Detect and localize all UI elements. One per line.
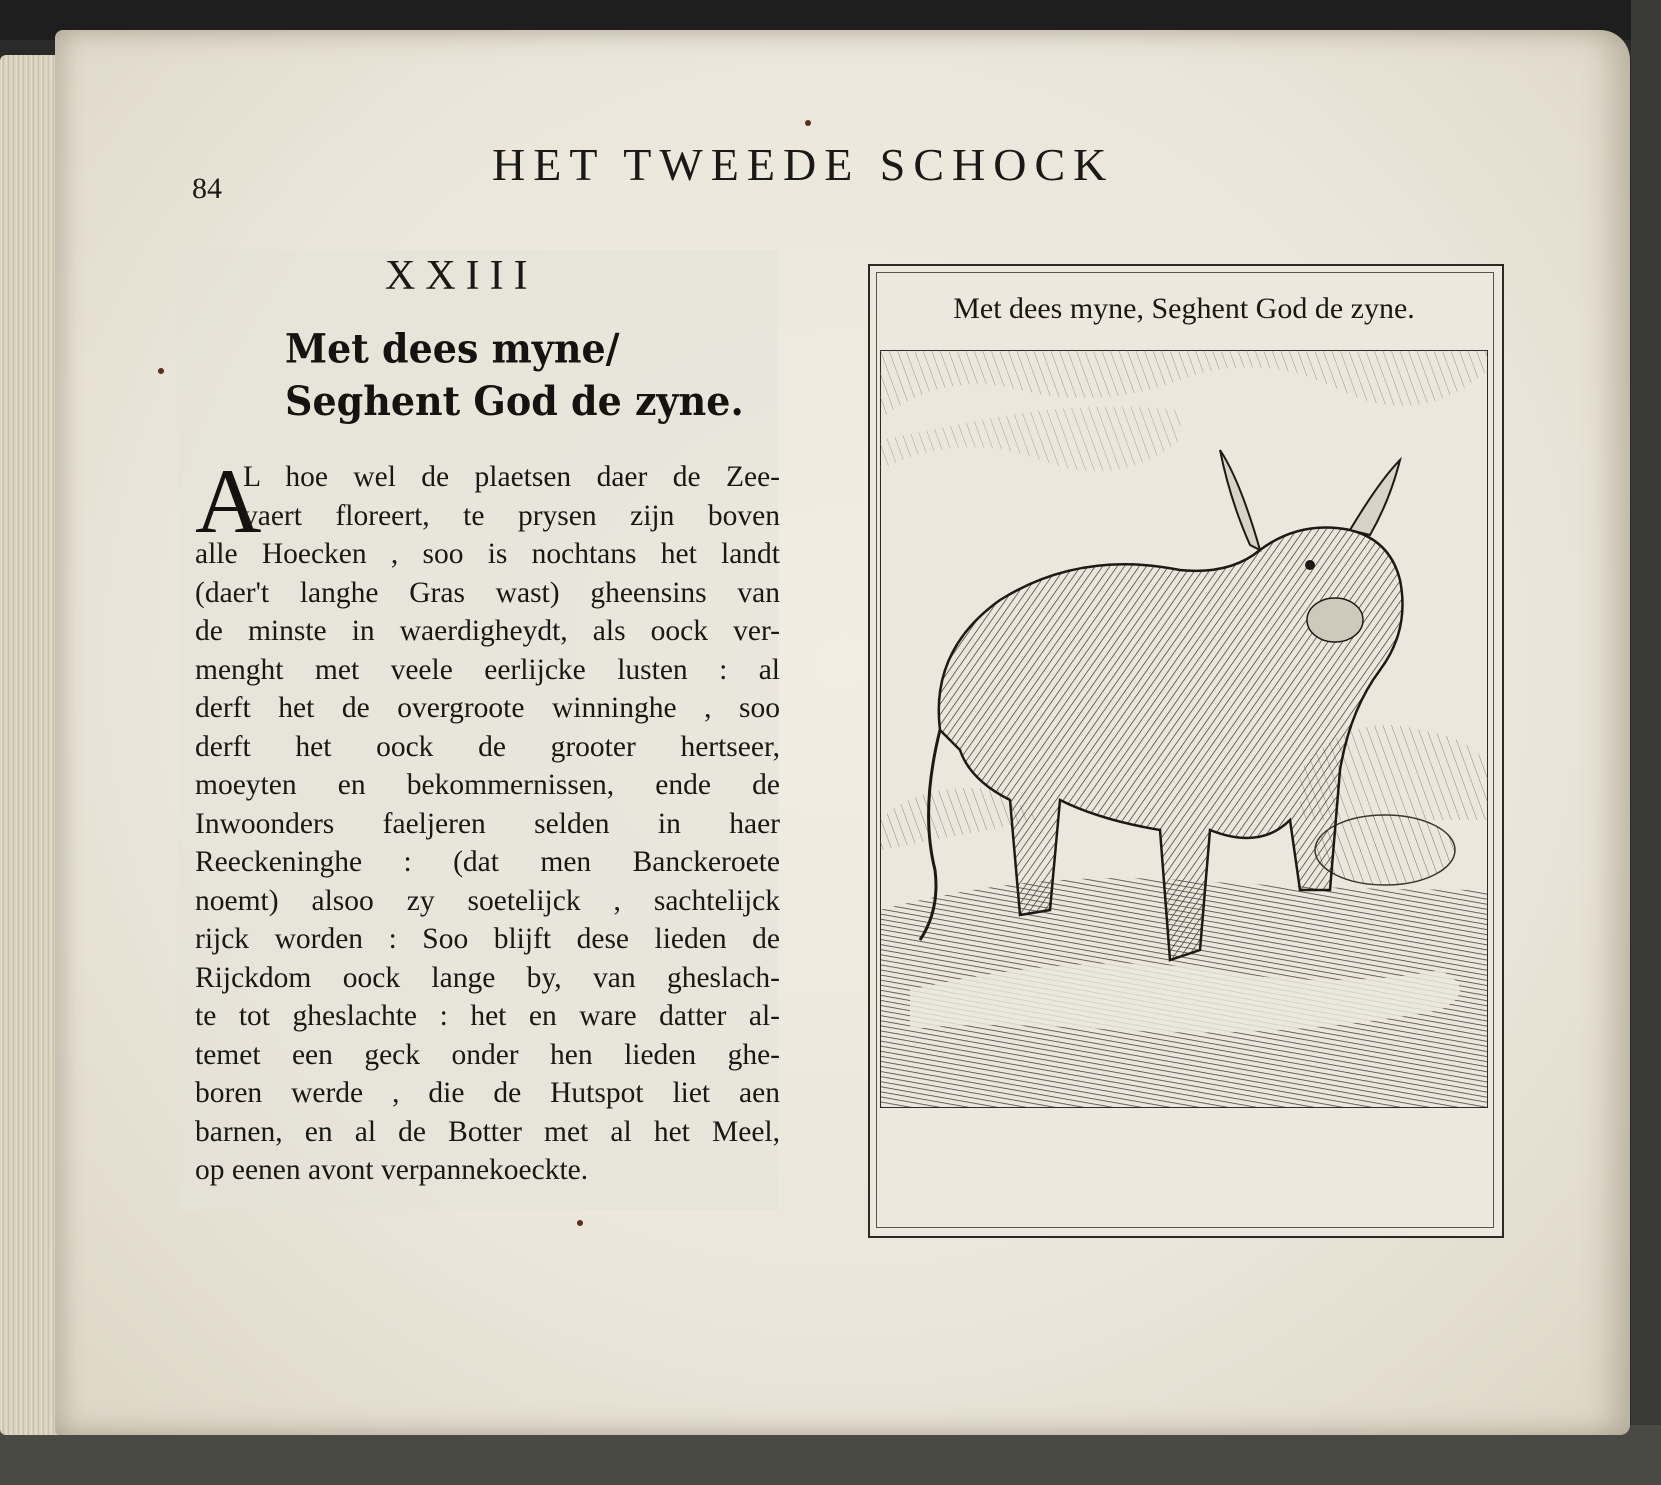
backdrop-right — [1631, 0, 1661, 1485]
text-line: moeyten en bekommernissen, ende de — [195, 769, 780, 801]
text-line: Reeckeninghe : (dat men Banckeroete — [195, 846, 780, 878]
text-line: de minste in waerdigheydt, als oock ver- — [195, 615, 780, 647]
text-line: rijck worden : Soo blijft dese lieden de — [195, 923, 780, 955]
emblem-motto — [285, 323, 744, 428]
text-line: derft het de overgroote winninghe , soo — [195, 692, 780, 724]
text-line: noemt) alsoo zy soetelijck , sachtelijck — [195, 884, 780, 917]
text-line: alle Hoecken , soo is nochtans het landt — [195, 538, 780, 570]
text-line: Rijckdom oock lange by, van gheslach- — [195, 961, 780, 994]
cow-engraving — [880, 350, 1488, 1108]
motto-line-1: Met dees myne/ — [285, 324, 620, 372]
text-line: te tot gheslachte : het en ware datter al- — [195, 1000, 780, 1032]
page-blemish — [577, 1220, 583, 1226]
text-line: derft het oock de grooter hertseer, — [195, 730, 780, 763]
page-blemish — [805, 120, 811, 126]
text-line: L hoe wel de plaetsen daer de Zee- — [243, 461, 780, 493]
page-number: 84 — [192, 172, 222, 205]
text-line: menght met veele eerlijcke lusten : al — [195, 653, 780, 686]
engraving-cow-muzzle — [1307, 598, 1363, 642]
text-line: Inwoonders faeljeren selden in haer — [195, 807, 780, 840]
text-line: boren werde , die de Hutspot liet aen — [195, 1077, 780, 1109]
text-line: op eenen avont verpannekoeckte. — [195, 1154, 589, 1186]
body-text — [195, 458, 780, 1190]
running-head: HET TWEEDE SCHOCK — [492, 139, 1115, 190]
drop-cap: A — [195, 450, 262, 552]
plate-caption: Met dees myne, Seghent God de zyne. — [953, 292, 1415, 325]
engraving-cow-eye — [1305, 560, 1315, 570]
page-blemish — [158, 368, 164, 374]
text-line: vaert floreert, te prysen zijn boven — [243, 499, 780, 532]
text-line: barnen, en al de Botter met al het Meel, — [195, 1115, 780, 1148]
text-line: (daer't langhe Gras wast) gheensins van — [195, 576, 780, 609]
emblem-numeral: XXIII — [385, 253, 538, 299]
motto-line-2: Seghent God de zyne. — [285, 377, 744, 425]
text-line: temet een geck onder hen lieden ghe- — [195, 1038, 780, 1071]
